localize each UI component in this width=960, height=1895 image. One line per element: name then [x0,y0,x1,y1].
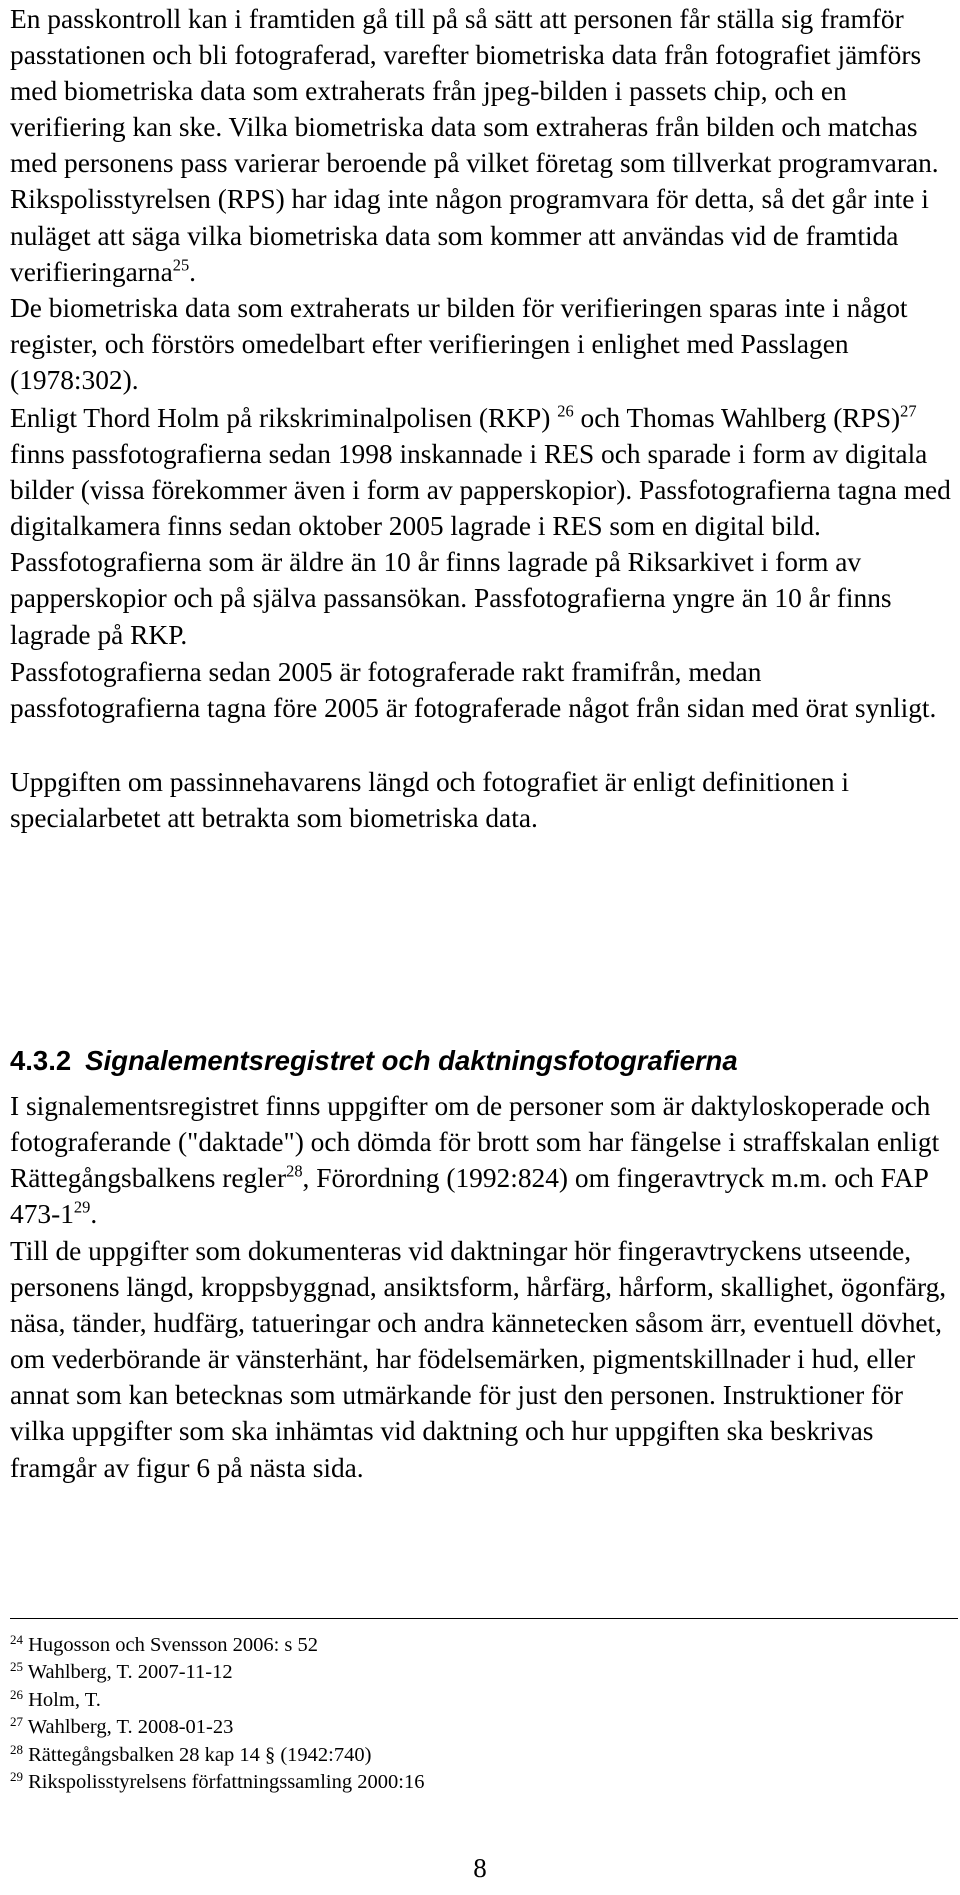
footnote-number: 29 [10,1768,23,1784]
paragraph-passkontroll: En passkontroll kan i framtiden gå till på så sätt att personen får ställa sig framför passtationen och bli fotograferad, varefter biometriska data från fotografiet jämförs med biometriska data som extraherats från jpeg-bilden i passets chip, och en verifiering kan ske. Vilka biometriska data som extraheras från bilden och matchas med personens pass varierar beroende på vilket företag som tillverkat programvaran. Rikspolisstyrelsen (RPS) har idag inte någon programvara för detta, så det går inte i nuläget att säga vilka biometriska data som kommer att användas vid de framtida verifieringarna$^{25}$. [10,4,939,287]
footnote-text: Rikspolisstyrelsens författningssamling 2000:16 [28,1771,425,1794]
footnote-28 [10,1742,955,1769]
section-number: 4.3.2 [10,1045,72,1076]
footnote-number: 25 [10,1659,23,1675]
paragraph-daktningar: Till de uppgifter som dokumenteras vid daktningar hör fingeravtryckens utseende, personens längd, kroppsbyggnad, ansiktsform, hårfärg, hårform, skallighet, ögonfärg, näsa, tänder, hudfärg, tatueringar och andra kännetecken såsom ärr, eventuell dövhet, om vederbörande är vänsterhänt, har födelsemärken, pigmentskillnader i hud, eller annat som kan betecknas som utmärkande för just den personen. Instruktioner för vilka uppgifter som ska inhämtas vid daktning och hur uppgiften ska beskrivas framgår av figur 6 på nästa sida. [10,1236,947,1483]
footnote-reference: 26 [557,401,574,421]
paragraph-signalementsregistret: I signalementsregistret finns uppgifter om de personer som är daktyloskoperade och fotograferande ("daktade") och dömda för brott som har fängelse i straffskalan enligt Rättegångsbalkens regler$^{28}$, Förordning (1992:824) om fingeravtryck m.m. och FAP $473-1^{29}$. [10,1091,940,1230]
paragraph-passfotografier-lagring: Enligt Thord Holm på rikskriminalpolisen (RKP) $^{26}$ och Thomas Wahlberg (RPS)$^{27}$ finns passfotografierna sedan 1998 inskannade i RES och sparade i form av digitala bilder (vissa förekommer även i form av papperskopior). Passfotografierna tagna med digitalkamera finns sedan oktober 2005 lagrade i RES som en digital bild. Passfotografierna som är äldre än 10 år finns lagrade på Riksarkivet i form av papperskopior och på själva passansökan. Passfotografierna yngre än 10 år finns lagrade på RKP. [10,401,951,650]
footnote-reference: 25 [172,254,190,274]
footnote-27 [10,1714,955,1741]
section-title: Signalementsregistret och daktningsfotografierna [85,1045,738,1076]
footnote-reference: 27 [900,401,917,421]
footnote-text: Wahlberg, T. 2007-11-12 [27,1661,233,1684]
footnote-number: 28 [10,1741,23,1757]
footnotes [10,1632,955,1796]
page-number: 8 [473,1853,487,1883]
footnote-26 [10,1687,955,1714]
footnote-reference: 28 [286,1161,303,1181]
footnote-24 [10,1632,955,1659]
footnote-29 [10,1769,955,1796]
footnote-text: Rättegångsbalken 28 kap 14 § (1942:740) [28,1743,372,1766]
paragraph-biometriska-data: De biometriska data som extraherats ur bilden för verifieringen sparas inte i något register, och förstörs omedelbart efter verifieringen i enlighet med Passlagen (1978:302). [10,293,908,396]
footnote-reference: 29 [73,1197,91,1217]
footnote-text: Wahlberg, T. 2008-01-23 [27,1716,234,1739]
footnote-number: 24 [10,1631,23,1647]
paragraph-fotograferingsvinkel: Passfotografierna sedan 2005 är fotograferade rakt framifrån, medan passfotografierna tagna före 2005 är fotograferade något från sidan med örat synligt. [10,657,937,724]
paragraph-definition: Uppgiften om passinnehavarens längd och fotografiet är enligt definitionen i specialarbetet att betrakta som biometriska data. [10,767,849,834]
footnote-text: Holm, T. [28,1688,101,1711]
footnote-number: 27 [10,1714,23,1730]
footnote-25 [10,1659,955,1686]
footnote-number: 26 [10,1686,23,1702]
footnote-text: Hugosson och Svensson 2006: s 52 [28,1634,318,1656]
footnote-separator [10,1618,958,1619]
section-heading [10,1043,955,1079]
